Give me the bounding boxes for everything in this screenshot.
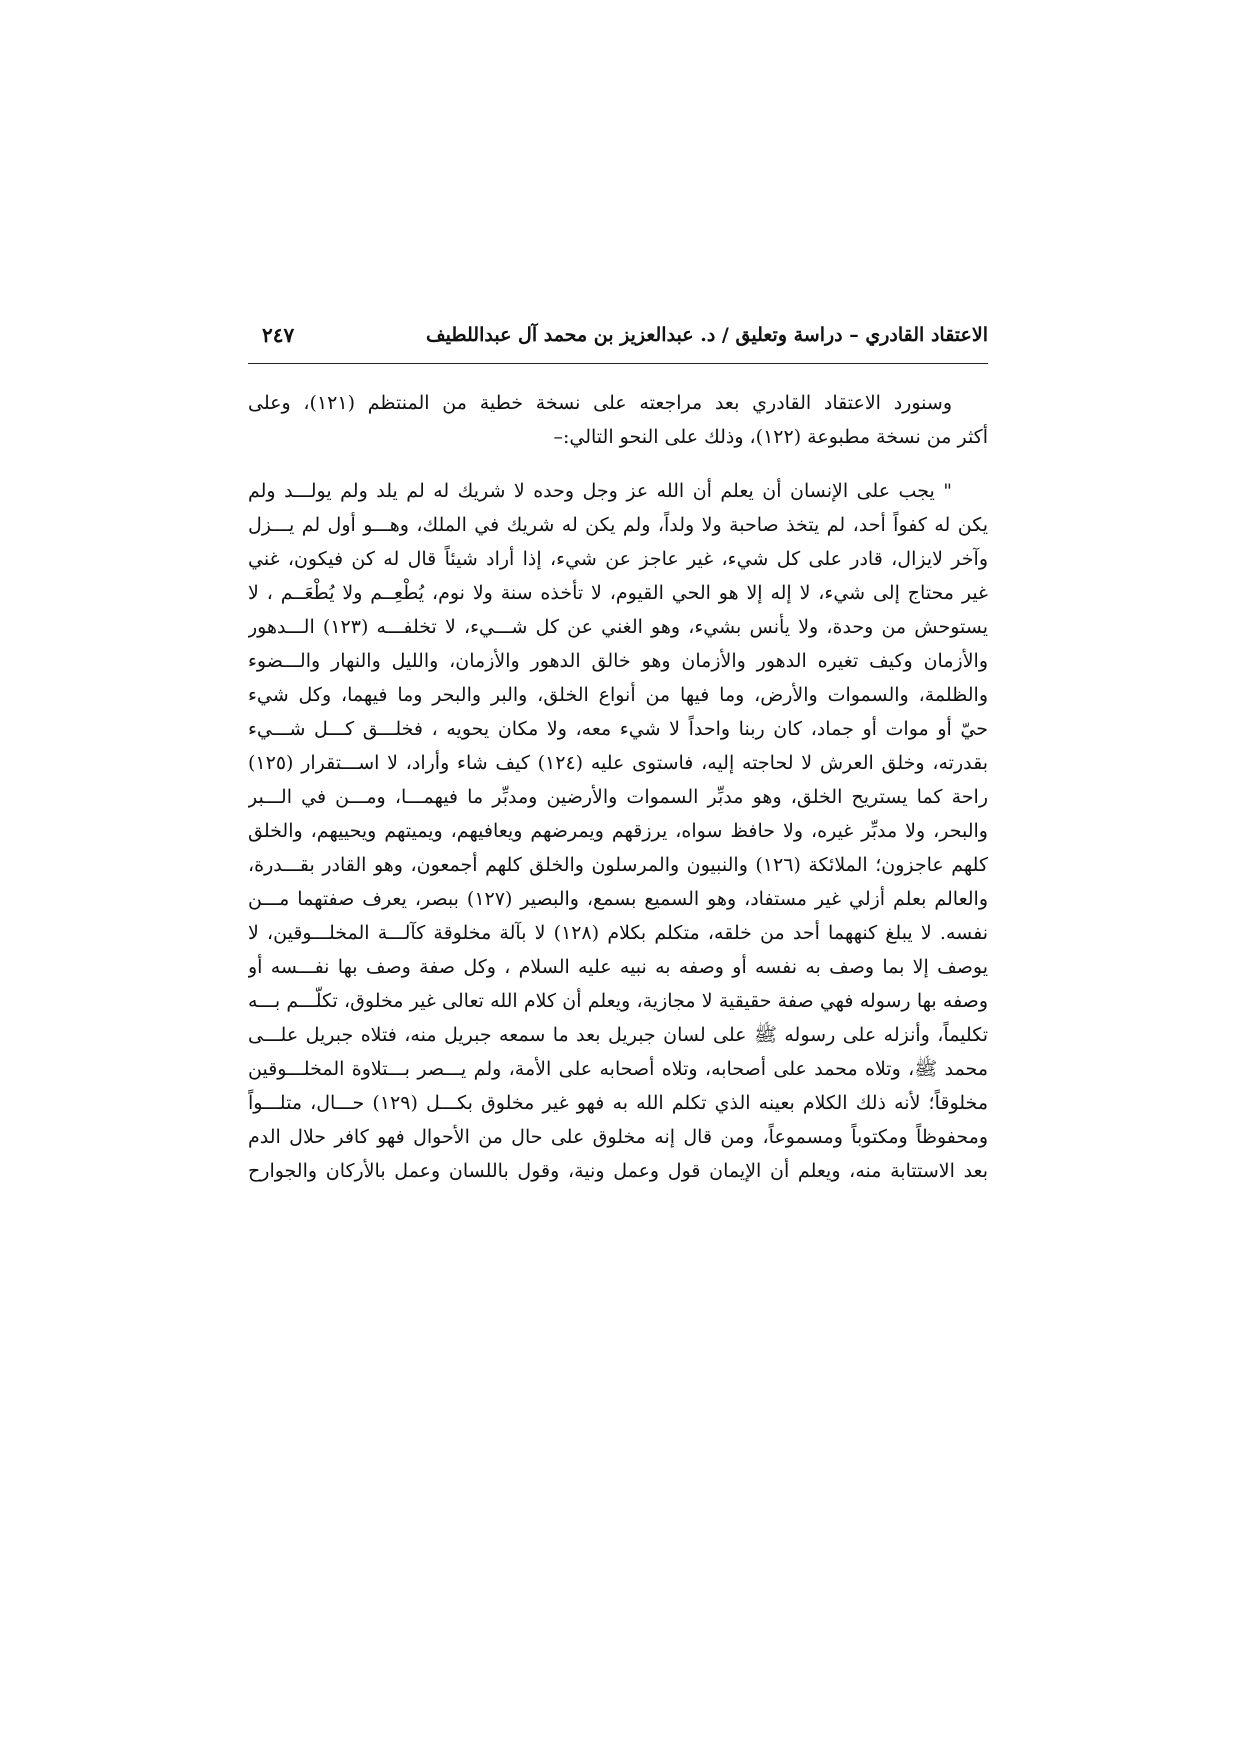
page-number: ٢٤٧	[262, 323, 295, 347]
header-divider	[248, 363, 988, 364]
creed-paragraph	[248, 474, 988, 1188]
body-text	[248, 386, 988, 1188]
creed-line: والأزمان وكيف تغيره الدهور والأزمان وهو خالق الدهور والأزمان، والليل والنهار والـــضوء	[248, 650, 988, 672]
creed-line: يستوحش من وحدة، ولا يأنس بشيء، وهو الغني عن كل شـــيء، لا تخلفـــه (١٢٣) الـــدهور	[248, 616, 988, 638]
creed-line: وآخر لايزال، قادر على كل شيء، غير عاجز عن شيء، إذا أراد شيئاً قال له كن فيكون، غني	[248, 548, 988, 570]
creed-line: راحة كما يستريح الخلق، وهو مدبِّر السموات والأرضين ومدبِّر ما فيهمـــا، ومـــن في الـــبر	[248, 786, 988, 808]
creed-line: بقدرته، وخلق العرش لا لحاجته إليه، فاستوى عليه (١٢٤) كيف شاء وأراد، لا اســـتقرار (١٢٥)	[248, 752, 988, 774]
creed-line: محمد ﷺ، وتلاه محمد على أصحابه، وتلاه أصحابه على الأمة، ولم يـــصر بـــتلاوة المخلـــوقين	[248, 1058, 988, 1080]
creed-line: يوصف إلا بما وصف به نفسه أو وصفه به نبيه عليه السلام ، وكل صفة وصف بها نفـــسه أو	[248, 956, 988, 978]
intro-paragraph	[248, 386, 988, 454]
creed-line: مخلوقاً؛ لأنه ذلك الكلام بعينه الذي تكلم الله به فهو غير مخلوق بكـــل (١٢٩) حـــال، متلـــواً	[248, 1092, 988, 1114]
creed-line: وصفه بها رسوله فهي صفة حقيقية لا مجازية، ويعلم أن كلام الله تعالى غير مخلوق، تكلّـــم بـــه	[248, 990, 988, 1012]
creed-line: والظلمة، والسموات والأرض، وما فيها من أنواع الخلق، والبر والبحر وما فيهما، وكل شيء	[248, 684, 988, 706]
creed-line: تكليماً، وأنزله على رسوله ﷺ على لسان جبريل بعد ما سمعه جبريل منه، فتلاه جبريل علـــى	[248, 1024, 988, 1046]
creed-line: نفسه. لا يبلغ كنههما أحد من خلقه، متكلم بكلام (١٢٨) لا بآلة مخلوقة كآلـــة المخلـــوقين، لا	[248, 922, 988, 944]
creed-line: والعالم بعلم أزلي غير مستفاد، وهو السميع بسمع، والبصير (١٢٧) ببصر، يعرف صفتهما مـــن	[248, 888, 988, 910]
creed-line: " يجب على الإنسان أن يعلم أن الله عز وجل وحده لا شريك له لم يلد ولم يولـــد ولم	[248, 480, 952, 502]
creed-line: غير محتاج إلى شيء، لا إله إلا هو الحي القيوم، لا تأخذه سنة ولا نوم، يُطْعِــم ولا يُطْعَــم ، لا	[248, 582, 988, 604]
intro-line: وسنورد الاعتقاد القادري بعد مراجعته على نسخة خطية من المنتظم (١٢١)، وعلى	[248, 392, 952, 414]
creed-line: كلهم عاجزون؛ الملائكة (١٢٦) والنبيون والمرسلون والخلق كلهم أجمعون، وهو القادر بقـــدرة،	[248, 854, 988, 876]
creed-line: يكن له كفواً أحد، لم يتخذ صاحبة ولا ولداً، ولم يكن له شريك في الملك، وهـــو أول لم يـــزل	[248, 514, 988, 536]
intro-line: أكثر من نسخة مطبوعة (١٢٢)، وذلك على النحو التالي:–	[553, 426, 988, 448]
creed-line: بعد الاستتابة منه، ويعلم أن الإيمان قول وعمل ونية، وقول باللسان وعمل بالأركان والجوارح	[248, 1160, 988, 1182]
creed-line: والبحر، ولا مدبِّر غيره، ولا حافظ سواه، يرزقهم ويمرضهم ويعافيهم، ويميتهم ويحييهم، والخلق	[248, 820, 988, 842]
running-title: الاعتقاد القادري – دراسة وتعليق / د. عبدالعزيز بن محمد آل عبداللطيف	[426, 324, 988, 346]
creed-line: ومحفوظاً ومكتوباً ومسموعاً، ومن قال إنه مخلوق على حال من الأحوال فهو كافر حلال الدم	[248, 1126, 988, 1148]
running-header	[248, 318, 988, 352]
creed-line: حيّ أو موات أو جماد، كان ربنا واحداً لا شيء معه، ولا مكان يحويه ، فخلـــق كـــل شـــيء	[248, 718, 988, 740]
